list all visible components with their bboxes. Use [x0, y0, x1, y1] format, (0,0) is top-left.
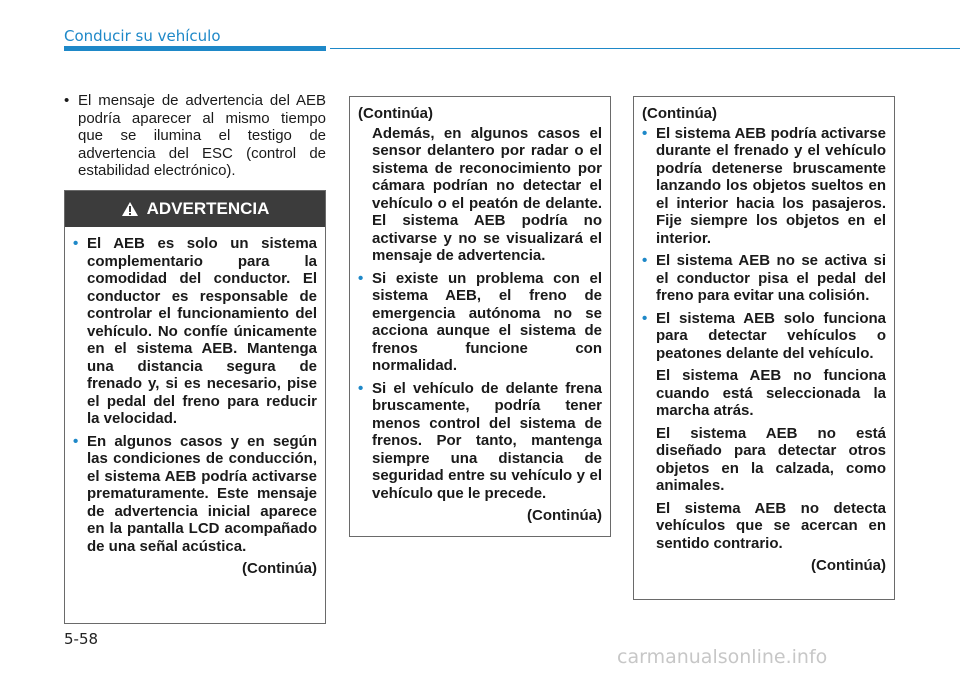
box3-item	[642, 252, 886, 305]
warning-item	[73, 235, 317, 428]
warning-body	[65, 227, 325, 578]
box3-paragraph: El sistema AEB no funciona cuando está seleccionada la marcha atrás.	[656, 367, 886, 419]
box3-paragraph: El sistema AEB no detecta vehículos que se acercan en sentido contrario.	[656, 499, 886, 552]
warning-title: ADVERTENCIA	[146, 199, 270, 219]
bullet-dot: •	[642, 124, 648, 142]
box2-item	[358, 270, 602, 375]
warning-item-text: En algunos casos y en según las condiciones de conducción, el sistema AEB podría activarse prematuramente. Este mensaje de advertencia inicial aparece en la pantalla LCD acompañado de una señal acústica.	[87, 432, 317, 555]
continues-label: (Continúa)	[242, 560, 317, 577]
bullet-dot: •	[358, 269, 364, 287]
box3-body	[634, 97, 894, 575]
continues-label: (Continúa)	[811, 557, 886, 574]
bullet-dot: •	[73, 432, 79, 450]
warning-triangle-icon	[121, 201, 139, 217]
warning-item	[73, 433, 317, 556]
warning-box	[64, 190, 326, 624]
intro-bullet-paragraph	[64, 92, 326, 180]
box3-paragraph: El sistema AEB no está diseñado para detectar otros objetos en la calzada, como animales.	[656, 424, 886, 494]
box3-item-text: El sistema AEB no se activa si el conductor pisa el pedal del freno para evitar una colisión.	[656, 252, 886, 304]
bullet-dot: •	[642, 252, 648, 269]
bullet-dot: •	[358, 379, 364, 397]
intro-bullet: •	[64, 92, 70, 109]
continued-box-2	[349, 96, 611, 537]
box2-body	[350, 97, 610, 525]
continued-box-3	[633, 96, 895, 600]
header-rule-thin	[330, 48, 960, 49]
warning-header	[65, 191, 325, 227]
page-number: 5-58	[64, 630, 99, 648]
box3-item-text: El sistema AEB podría activarse durante el frenado y el vehículo podría detenerse bruscamente lanzando los objetos sueltos en el interior hacia los pasajeros. Fije siempre los objetos en el interior.	[656, 124, 886, 247]
bullet-dot: •	[73, 235, 79, 252]
warning-item-text: El AEB es solo un sistema complementario para la comodidad del conductor. El conductor es responsable de controlar el funcionamiento del vehículo. No confíe únicamente en el sistema AEB. Mantenga una distancia segura de frenado y, si es necesario, pise el pedal del freno para reducir la velocidad.	[87, 235, 317, 427]
box3-item-text: El sistema AEB solo funciona para detectar vehículos o peatones delante del vehículo.	[656, 309, 886, 362]
continues-label: (Continúa)	[527, 507, 602, 524]
box2-item-text: Si existe un problema con el sistema AEB, el freno de emergencia autónoma no se acciona aunque el sistema de frenos funcione con normalidad.	[372, 269, 602, 374]
box2-paragraph: Además, en algunos casos el sensor delantero por radar o el sistema de reconocimiento por cámara podrían no detectar el vehículo o el peatón de delante. El sistema AEB podría no activarse y no se visualizará el mensaje de advertencia.	[372, 124, 602, 264]
box3-item	[642, 310, 886, 363]
bullet-dot: •	[642, 309, 648, 327]
continued-label: (Continúa)	[642, 105, 717, 122]
box3-item	[642, 125, 886, 248]
box2-item	[358, 380, 602, 503]
continued-label: (Continúa)	[358, 105, 433, 122]
box2-item-text: Si el vehículo de delante frena bruscamente, podría tener menos control del sistema de frenos. Por tanto, mantenga siempre una distancia de seguridad entre su vehículo y el vehículo que le precede.	[372, 379, 602, 502]
intro-text: El mensaje de advertencia del AEB podría aparecer al mismo tiempo que se ilumina el testigo de advertencia del ESC (control de estabilidad electrónico).	[78, 92, 326, 180]
section-title: Conducir su vehículo	[64, 27, 221, 45]
watermark: carmanualsonline.info	[617, 646, 828, 668]
header-rule-thick	[64, 46, 326, 51]
